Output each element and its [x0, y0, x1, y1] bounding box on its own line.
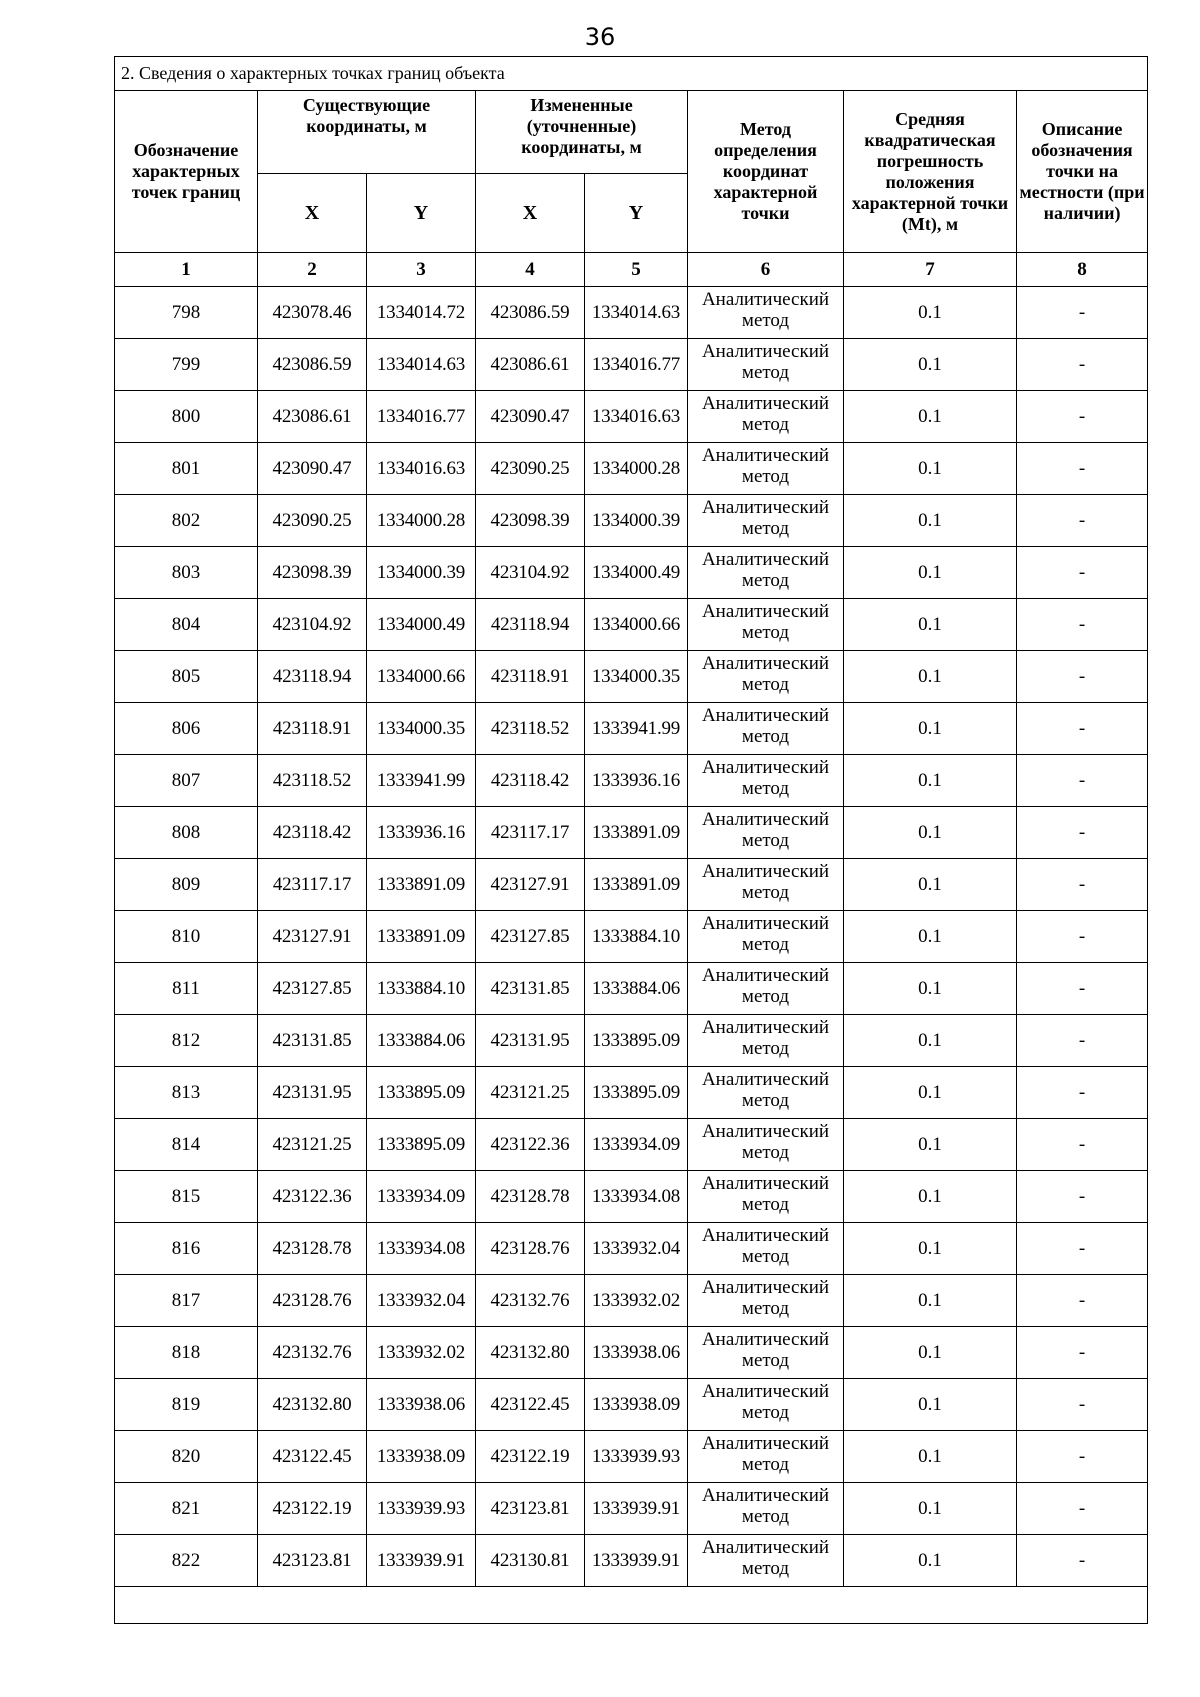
- changed-x: 423090.47: [476, 391, 585, 443]
- column-numbers-row: [115, 253, 1148, 287]
- changed-y: 1334000.35: [585, 651, 688, 703]
- existing-y: 1333934.09: [367, 1171, 476, 1223]
- header-method: Метод определения координат характерной точки: [688, 91, 844, 253]
- existing-y: 1333941.99: [367, 755, 476, 807]
- changed-x: 423123.81: [476, 1483, 585, 1535]
- point-number: 803: [115, 547, 258, 599]
- method: Аналитический метод: [688, 651, 844, 703]
- error-mt: 0.1: [844, 1483, 1017, 1535]
- error-mt: 0.1: [844, 443, 1017, 495]
- page-number: 36: [584, 23, 616, 51]
- column-number: 7: [844, 253, 1017, 287]
- point-number: 807: [115, 755, 258, 807]
- point-number: 819: [115, 1379, 258, 1431]
- changed-y: 1333939.91: [585, 1483, 688, 1535]
- point-description: -: [1017, 651, 1148, 703]
- table-row: [115, 391, 1148, 443]
- changed-x: 423086.59: [476, 287, 585, 339]
- table-row: [115, 963, 1148, 1015]
- existing-x: 423127.91: [258, 911, 367, 963]
- changed-x: 423128.76: [476, 1223, 585, 1275]
- changed-x: 423132.76: [476, 1275, 585, 1327]
- changed-x: 423127.85: [476, 911, 585, 963]
- point-number: 816: [115, 1223, 258, 1275]
- existing-y: 1334016.63: [367, 443, 476, 495]
- column-number: 3: [367, 253, 476, 287]
- error-mt: 0.1: [844, 495, 1017, 547]
- table-footer-cell: [115, 1587, 1148, 1624]
- point-description: -: [1017, 911, 1148, 963]
- changed-y: 1333938.09: [585, 1379, 688, 1431]
- changed-x: 423098.39: [476, 495, 585, 547]
- method: Аналитический метод: [688, 1223, 844, 1275]
- existing-x: 423128.78: [258, 1223, 367, 1275]
- method: Аналитический метод: [688, 859, 844, 911]
- table-row: [115, 807, 1148, 859]
- error-mt: 0.1: [844, 1171, 1017, 1223]
- existing-x: 423117.17: [258, 859, 367, 911]
- changed-y: 1333884.06: [585, 963, 688, 1015]
- table-row: [115, 1535, 1148, 1587]
- point-number: 814: [115, 1119, 258, 1171]
- method: Аналитический метод: [688, 807, 844, 859]
- changed-y: 1333934.08: [585, 1171, 688, 1223]
- point-number: 800: [115, 391, 258, 443]
- method: Аналитический метод: [688, 963, 844, 1015]
- table-body: [115, 287, 1148, 1587]
- point-description: -: [1017, 1119, 1148, 1171]
- point-number: 818: [115, 1327, 258, 1379]
- changed-y: 1333891.09: [585, 807, 688, 859]
- changed-y: 1334014.63: [585, 287, 688, 339]
- existing-y: 1334000.35: [367, 703, 476, 755]
- existing-x: 423122.19: [258, 1483, 367, 1535]
- point-number: 811: [115, 963, 258, 1015]
- changed-x: 423121.25: [476, 1067, 585, 1119]
- table-row: [115, 1119, 1148, 1171]
- column-number: 6: [688, 253, 844, 287]
- method: Аналитический метод: [688, 1067, 844, 1119]
- point-description: -: [1017, 755, 1148, 807]
- existing-y: 1333891.09: [367, 859, 476, 911]
- existing-x: 423090.47: [258, 443, 367, 495]
- point-number: 805: [115, 651, 258, 703]
- method: Аналитический метод: [688, 443, 844, 495]
- point-number: 810: [115, 911, 258, 963]
- column-number: 4: [476, 253, 585, 287]
- changed-y: 1334000.66: [585, 599, 688, 651]
- boundary-points-table: [114, 56, 1148, 1624]
- method: Аналитический метод: [688, 1015, 844, 1067]
- changed-y: 1333938.06: [585, 1327, 688, 1379]
- column-number: 8: [1017, 253, 1148, 287]
- error-mt: 0.1: [844, 1431, 1017, 1483]
- existing-x: 423131.95: [258, 1067, 367, 1119]
- existing-y: 1334014.63: [367, 339, 476, 391]
- table-row: [115, 703, 1148, 755]
- changed-x: 423130.81: [476, 1535, 585, 1587]
- error-mt: 0.1: [844, 1327, 1017, 1379]
- table-row: [115, 1067, 1148, 1119]
- table-row: [115, 1431, 1148, 1483]
- error-mt: 0.1: [844, 755, 1017, 807]
- changed-x: 423104.92: [476, 547, 585, 599]
- existing-x: 423131.85: [258, 1015, 367, 1067]
- error-mt: 0.1: [844, 1223, 1017, 1275]
- error-mt: 0.1: [844, 1535, 1017, 1587]
- changed-x: 423127.91: [476, 859, 585, 911]
- method: Аналитический метод: [688, 755, 844, 807]
- header-designation: Обозначение характерных точек границ: [115, 91, 258, 253]
- method: Аналитический метод: [688, 1483, 844, 1535]
- changed-x: 423118.94: [476, 599, 585, 651]
- changed-y: 1333939.93: [585, 1431, 688, 1483]
- existing-y: 1333895.09: [367, 1067, 476, 1119]
- existing-x: 423118.42: [258, 807, 367, 859]
- existing-y: 1334000.66: [367, 651, 476, 703]
- existing-x: 423132.80: [258, 1379, 367, 1431]
- existing-x: 423122.45: [258, 1431, 367, 1483]
- point-number: 802: [115, 495, 258, 547]
- changed-x: 423131.85: [476, 963, 585, 1015]
- table-footer-row: [115, 1587, 1148, 1624]
- existing-x: 423090.25: [258, 495, 367, 547]
- point-description: -: [1017, 547, 1148, 599]
- changed-y: 1334000.49: [585, 547, 688, 599]
- existing-x: 423104.92: [258, 599, 367, 651]
- point-number: 822: [115, 1535, 258, 1587]
- changed-y: 1333932.02: [585, 1275, 688, 1327]
- method: Аналитический метод: [688, 339, 844, 391]
- point-description: -: [1017, 1431, 1148, 1483]
- point-number: 798: [115, 287, 258, 339]
- existing-y: 1333884.10: [367, 963, 476, 1015]
- point-description: -: [1017, 963, 1148, 1015]
- header-row-top: [115, 91, 1148, 174]
- error-mt: 0.1: [844, 1119, 1017, 1171]
- point-description: -: [1017, 859, 1148, 911]
- changed-x: 423122.19: [476, 1431, 585, 1483]
- changed-x: 423132.80: [476, 1327, 585, 1379]
- point-description: -: [1017, 599, 1148, 651]
- header-changed-coordinates: Измененные (уточненные) координаты, м: [476, 91, 688, 174]
- existing-x: 423118.91: [258, 703, 367, 755]
- header-changed-x: X: [476, 174, 585, 253]
- header-existing-x: X: [258, 174, 367, 253]
- point-description: -: [1017, 1483, 1148, 1535]
- table-row: [115, 495, 1148, 547]
- existing-x: 423118.52: [258, 755, 367, 807]
- existing-y: 1333884.06: [367, 1015, 476, 1067]
- method: Аналитический метод: [688, 703, 844, 755]
- existing-y: 1334000.49: [367, 599, 476, 651]
- existing-x: 423098.39: [258, 547, 367, 599]
- existing-y: 1333932.02: [367, 1327, 476, 1379]
- changed-x: 423118.52: [476, 703, 585, 755]
- point-description: -: [1017, 703, 1148, 755]
- existing-y: 1333938.06: [367, 1379, 476, 1431]
- existing-y: 1333936.16: [367, 807, 476, 859]
- point-description: -: [1017, 495, 1148, 547]
- point-description: -: [1017, 1067, 1148, 1119]
- table-row: [115, 651, 1148, 703]
- section-title-row: [115, 57, 1148, 91]
- point-number: 821: [115, 1483, 258, 1535]
- method: Аналитический метод: [688, 1431, 844, 1483]
- table-row: [115, 1483, 1148, 1535]
- error-mt: 0.1: [844, 911, 1017, 963]
- point-number: 804: [115, 599, 258, 651]
- existing-y: 1333939.91: [367, 1535, 476, 1587]
- error-mt: 0.1: [844, 1015, 1017, 1067]
- point-number: 801: [115, 443, 258, 495]
- changed-y: 1333895.09: [585, 1015, 688, 1067]
- method: Аналитический метод: [688, 1379, 844, 1431]
- header-description: Описание обозначения точки на местности (при наличии): [1017, 91, 1148, 253]
- method: Аналитический метод: [688, 391, 844, 443]
- changed-y: 1334000.28: [585, 443, 688, 495]
- header-error: Средняя квадратическая погрешность положения характерной точки (Mt), м: [844, 91, 1017, 253]
- table-row: [115, 755, 1148, 807]
- point-number: 817: [115, 1275, 258, 1327]
- existing-y: 1334016.77: [367, 391, 476, 443]
- point-number: 808: [115, 807, 258, 859]
- existing-x: 423128.76: [258, 1275, 367, 1327]
- point-number: 812: [115, 1015, 258, 1067]
- error-mt: 0.1: [844, 1379, 1017, 1431]
- error-mt: 0.1: [844, 547, 1017, 599]
- existing-x: 423078.46: [258, 287, 367, 339]
- existing-x: 423122.36: [258, 1171, 367, 1223]
- column-number: 1: [115, 253, 258, 287]
- table-row: [115, 1379, 1148, 1431]
- point-number: 806: [115, 703, 258, 755]
- changed-y: 1334000.39: [585, 495, 688, 547]
- changed-y: 1334016.63: [585, 391, 688, 443]
- existing-x: 423127.85: [258, 963, 367, 1015]
- changed-x: 423118.42: [476, 755, 585, 807]
- point-number: 799: [115, 339, 258, 391]
- changed-y: 1333932.04: [585, 1223, 688, 1275]
- header-changed-y: Y: [585, 174, 688, 253]
- method: Аналитический метод: [688, 1171, 844, 1223]
- changed-y: 1333934.09: [585, 1119, 688, 1171]
- point-number: 815: [115, 1171, 258, 1223]
- method: Аналитический метод: [688, 1535, 844, 1587]
- table-row: [115, 1275, 1148, 1327]
- point-number: 813: [115, 1067, 258, 1119]
- column-number: 5: [585, 253, 688, 287]
- changed-y: 1333936.16: [585, 755, 688, 807]
- table-row: [115, 1223, 1148, 1275]
- point-description: -: [1017, 443, 1148, 495]
- point-description: -: [1017, 807, 1148, 859]
- changed-x: 423117.17: [476, 807, 585, 859]
- point-description: -: [1017, 1379, 1148, 1431]
- error-mt: 0.1: [844, 1275, 1017, 1327]
- error-mt: 0.1: [844, 651, 1017, 703]
- method: Аналитический метод: [688, 547, 844, 599]
- point-description: -: [1017, 1171, 1148, 1223]
- existing-y: 1333938.09: [367, 1431, 476, 1483]
- table-row: [115, 911, 1148, 963]
- existing-x: 423086.59: [258, 339, 367, 391]
- point-description: -: [1017, 391, 1148, 443]
- error-mt: 0.1: [844, 391, 1017, 443]
- existing-x: 423123.81: [258, 1535, 367, 1587]
- existing-y: 1333891.09: [367, 911, 476, 963]
- section-title: 2. Сведения о характерных точках границ объекта: [115, 57, 1148, 91]
- existing-y: 1334000.39: [367, 547, 476, 599]
- method: Аналитический метод: [688, 495, 844, 547]
- method: Аналитический метод: [688, 1275, 844, 1327]
- column-number: 2: [258, 253, 367, 287]
- table-row: [115, 1015, 1148, 1067]
- table-row: [115, 1171, 1148, 1223]
- changed-x: 423118.91: [476, 651, 585, 703]
- point-description: -: [1017, 1223, 1148, 1275]
- changed-x: 423128.78: [476, 1171, 585, 1223]
- error-mt: 0.1: [844, 703, 1017, 755]
- error-mt: 0.1: [844, 1067, 1017, 1119]
- existing-x: 423132.76: [258, 1327, 367, 1379]
- table-row: [115, 1327, 1148, 1379]
- point-description: -: [1017, 287, 1148, 339]
- existing-y: 1333939.93: [367, 1483, 476, 1535]
- existing-y: 1333895.09: [367, 1119, 476, 1171]
- point-number: 820: [115, 1431, 258, 1483]
- existing-y: 1333932.04: [367, 1275, 476, 1327]
- header-existing-coordinates: Существующие координаты, м: [258, 91, 476, 174]
- existing-y: 1334014.72: [367, 287, 476, 339]
- changed-y: 1333941.99: [585, 703, 688, 755]
- error-mt: 0.1: [844, 963, 1017, 1015]
- table-row: [115, 547, 1148, 599]
- point-number: 809: [115, 859, 258, 911]
- point-description: -: [1017, 1275, 1148, 1327]
- existing-x: 423118.94: [258, 651, 367, 703]
- changed-x: 423122.45: [476, 1379, 585, 1431]
- table-row: [115, 443, 1148, 495]
- changed-x: 423131.95: [476, 1015, 585, 1067]
- changed-x: 423090.25: [476, 443, 585, 495]
- method: Аналитический метод: [688, 287, 844, 339]
- method: Аналитический метод: [688, 599, 844, 651]
- changed-x: 423086.61: [476, 339, 585, 391]
- changed-y: 1333939.91: [585, 1535, 688, 1587]
- table-row: [115, 599, 1148, 651]
- method: Аналитический метод: [688, 1327, 844, 1379]
- changed-y: 1333895.09: [585, 1067, 688, 1119]
- table-row: [115, 859, 1148, 911]
- point-description: -: [1017, 1015, 1148, 1067]
- existing-x: 423121.25: [258, 1119, 367, 1171]
- changed-x: 423122.36: [476, 1119, 585, 1171]
- existing-y: 1334000.28: [367, 495, 476, 547]
- point-description: -: [1017, 1535, 1148, 1587]
- error-mt: 0.1: [844, 287, 1017, 339]
- changed-y: 1334016.77: [585, 339, 688, 391]
- point-description: -: [1017, 1327, 1148, 1379]
- existing-x: 423086.61: [258, 391, 367, 443]
- method: Аналитический метод: [688, 1119, 844, 1171]
- changed-y: 1333884.10: [585, 911, 688, 963]
- existing-y: 1333934.08: [367, 1223, 476, 1275]
- changed-y: 1333891.09: [585, 859, 688, 911]
- method: Аналитический метод: [688, 911, 844, 963]
- error-mt: 0.1: [844, 599, 1017, 651]
- header-existing-y: Y: [367, 174, 476, 253]
- table-row: [115, 287, 1148, 339]
- point-description: -: [1017, 339, 1148, 391]
- error-mt: 0.1: [844, 807, 1017, 859]
- error-mt: 0.1: [844, 859, 1017, 911]
- error-mt: 0.1: [844, 339, 1017, 391]
- table-row: [115, 339, 1148, 391]
